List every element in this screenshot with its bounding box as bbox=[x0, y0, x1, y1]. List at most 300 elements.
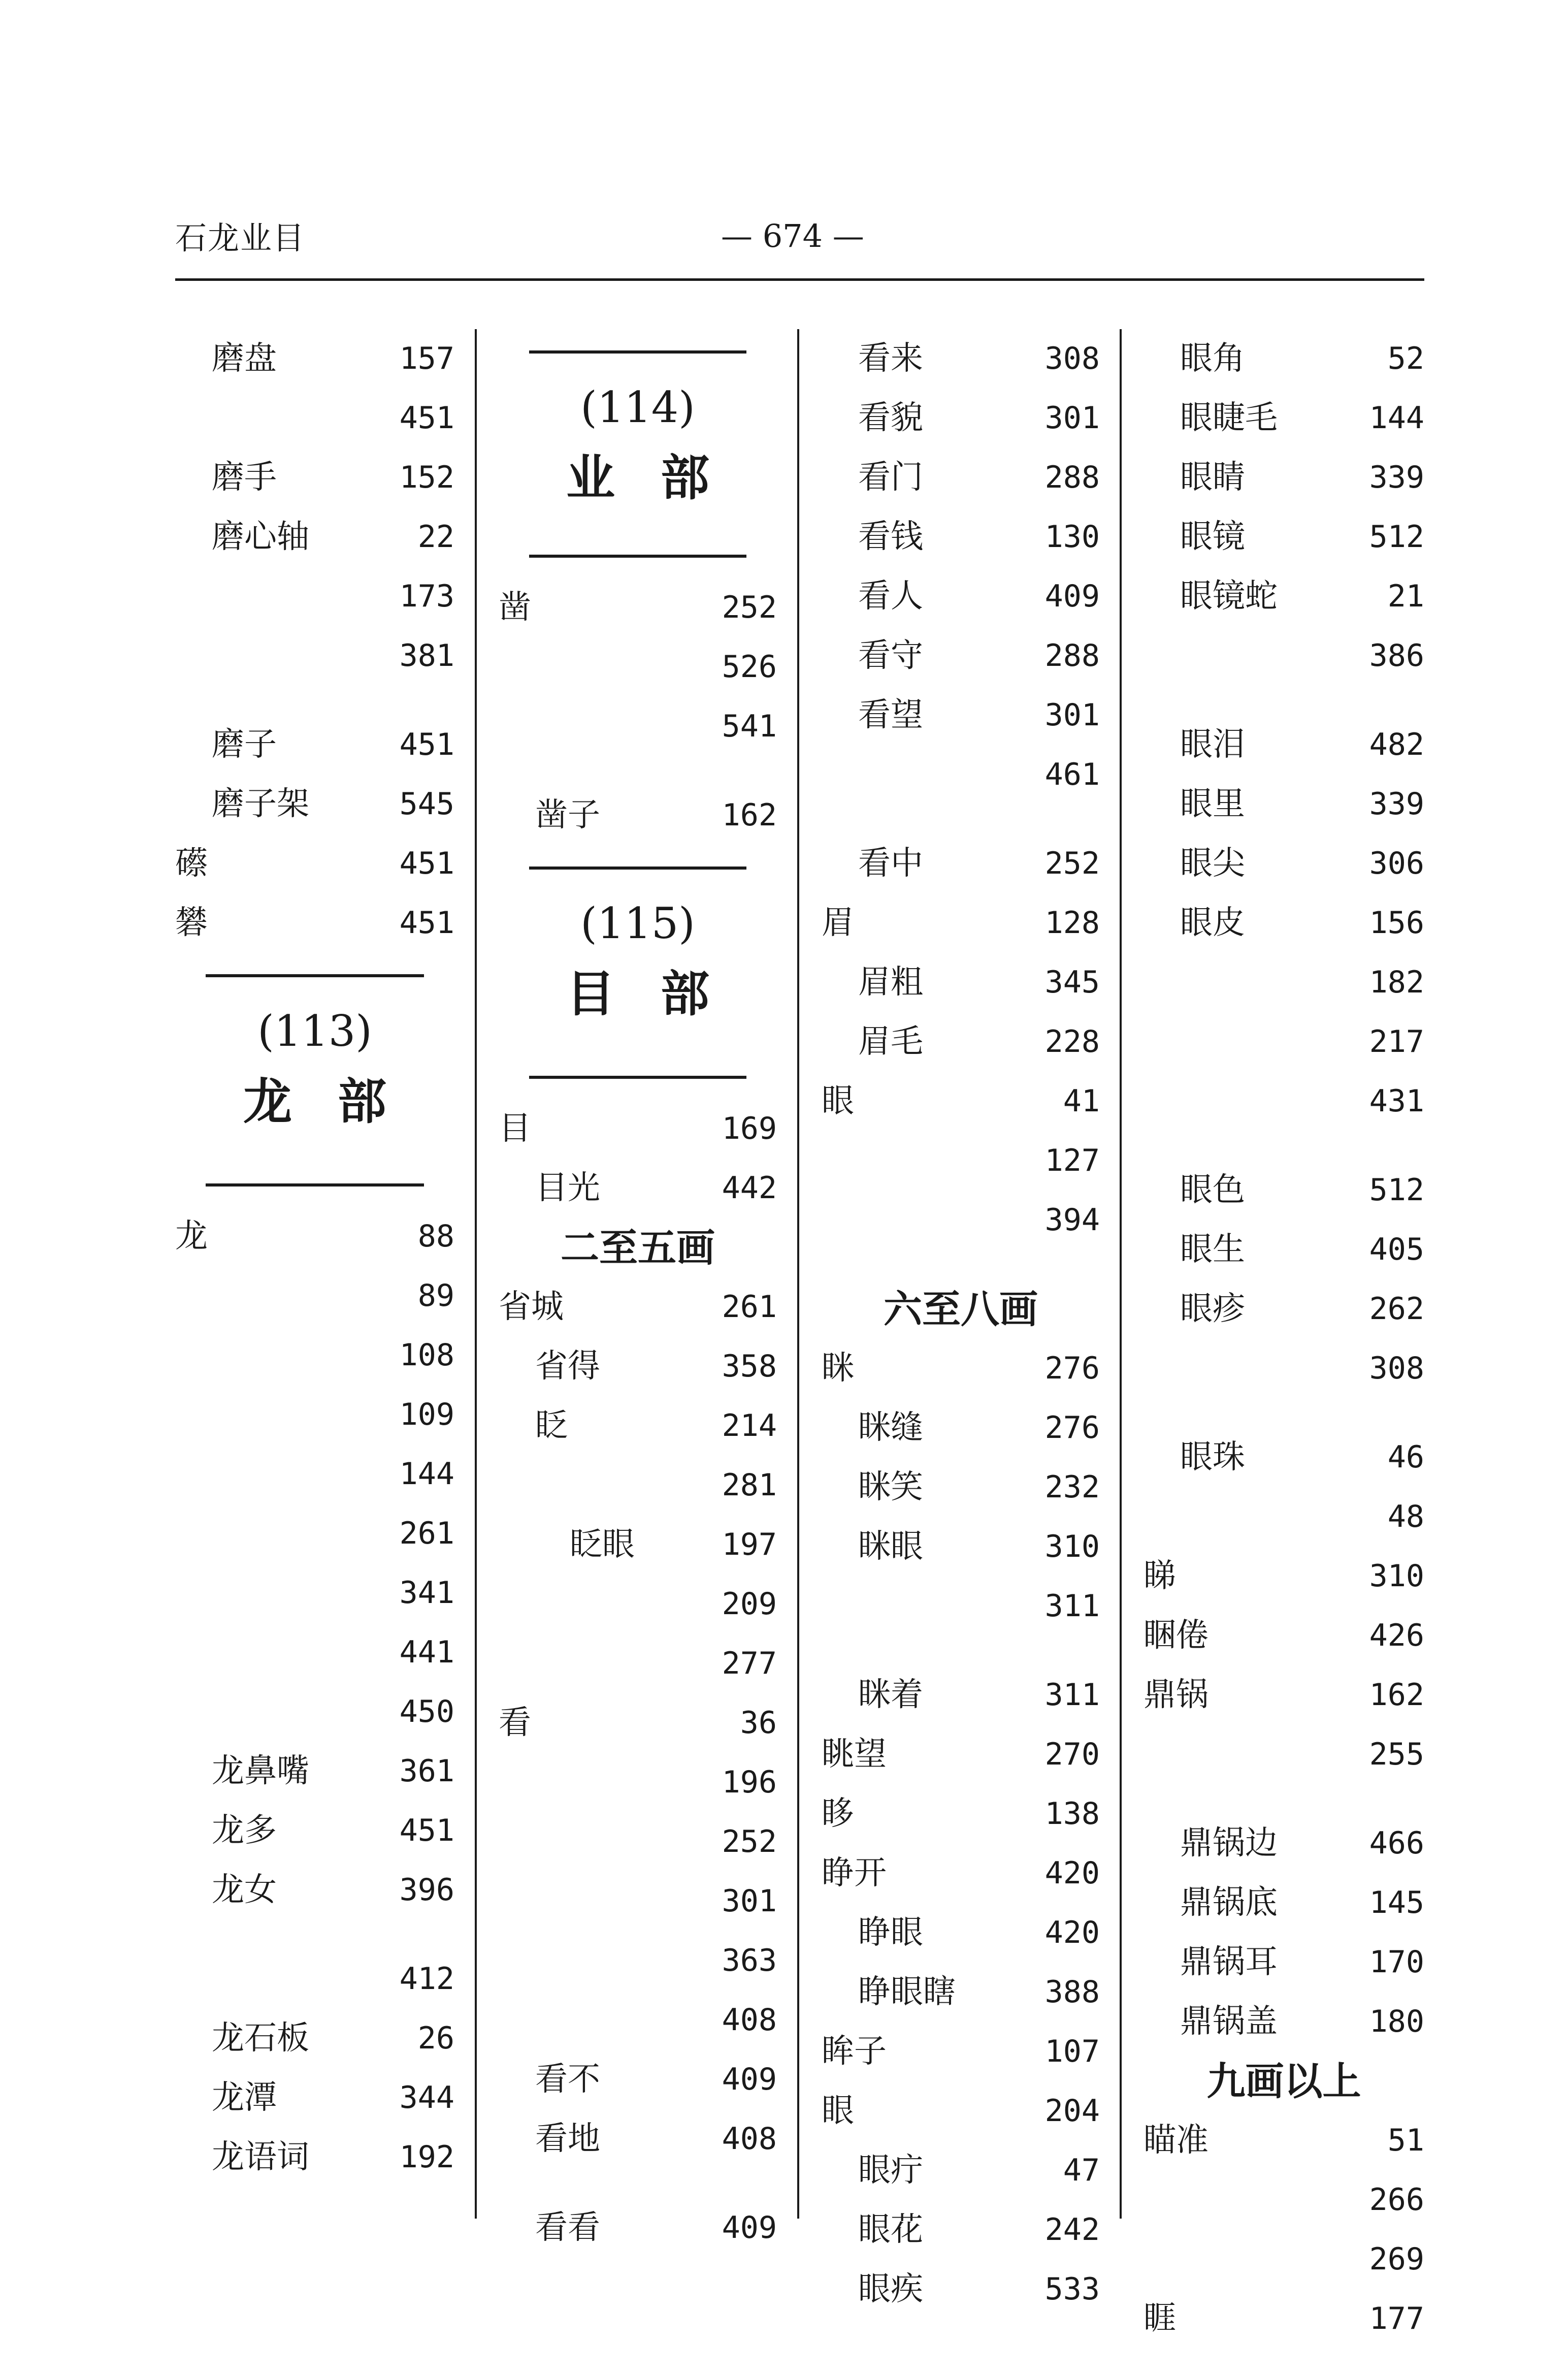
entry-page-number: 386 bbox=[1369, 638, 1424, 674]
entry-word: 看来 bbox=[858, 340, 923, 377]
header-rule bbox=[175, 278, 1424, 281]
entry-spacer bbox=[499, 2169, 777, 2198]
entry-word: 眼生 bbox=[1180, 1231, 1245, 1268]
index-entry bbox=[175, 775, 454, 834]
entry-page-number: 311 bbox=[1044, 1677, 1100, 1713]
entry-page-number: 450 bbox=[399, 1694, 454, 1729]
entry-word: 眼皮 bbox=[1180, 904, 1245, 942]
entry-page-number: 192 bbox=[399, 2139, 454, 2175]
entry-page-number: 88 bbox=[417, 1218, 454, 1254]
entry-word: 睁开 bbox=[822, 1854, 887, 1892]
entry-page-number: 145 bbox=[1369, 1885, 1424, 1920]
index-entry bbox=[1144, 1012, 1424, 1072]
entry-page-number: 310 bbox=[1044, 1529, 1100, 1564]
entry-page-number: 182 bbox=[1369, 965, 1424, 1000]
index-column-2 bbox=[499, 329, 777, 2258]
entry-page-number: 408 bbox=[722, 2002, 777, 2038]
entry-page-number: 21 bbox=[1387, 579, 1424, 614]
entry-word: 眼睫毛 bbox=[1180, 399, 1278, 437]
entry-word: 眼疹 bbox=[1180, 1290, 1245, 1328]
page-number: — 674 — bbox=[721, 217, 864, 254]
index-entry bbox=[1144, 389, 1424, 448]
index-entry bbox=[499, 1337, 777, 1396]
entry-word: 看地 bbox=[535, 2120, 600, 2158]
index-entry bbox=[499, 1634, 777, 1693]
entry-page-number: 526 bbox=[722, 649, 777, 685]
index-entry bbox=[822, 1458, 1100, 1517]
index-entry bbox=[822, 448, 1100, 507]
index-entry bbox=[822, 1725, 1100, 1784]
entry-word: 睁眼 bbox=[858, 1914, 923, 1951]
index-entry bbox=[175, 2009, 454, 2068]
index-entry bbox=[822, 1339, 1100, 1398]
entry-word: 鼎锅耳 bbox=[1180, 1943, 1278, 1981]
index-entry bbox=[822, 1963, 1100, 2022]
index-entry bbox=[1144, 329, 1424, 389]
entry-word: 眨眼 bbox=[570, 1526, 635, 1563]
index-entry bbox=[1144, 715, 1424, 775]
entry-page-number: 262 bbox=[1369, 1291, 1424, 1327]
entry-word: 眼镜 bbox=[1180, 518, 1245, 556]
index-entry bbox=[499, 1931, 777, 1991]
index-entry bbox=[1144, 2289, 1424, 2349]
entry-page-number: 301 bbox=[1044, 697, 1100, 733]
entry-page-number: 177 bbox=[1369, 2301, 1424, 2336]
index-entry bbox=[822, 953, 1100, 1012]
entry-page-number: 209 bbox=[722, 1586, 777, 1622]
index-entry bbox=[822, 2022, 1100, 2081]
entry-word: 龙鼻嘴 bbox=[212, 1752, 309, 1790]
entry-word: 省城 bbox=[499, 1288, 564, 1326]
entry-word: 眼疔 bbox=[858, 2152, 923, 2189]
index-entry bbox=[1144, 1873, 1424, 1933]
index-entry bbox=[499, 1991, 777, 2050]
entry-page-number: 108 bbox=[399, 1337, 454, 1373]
entry-word: 眵 bbox=[822, 1795, 854, 1833]
entry-word: 眼花 bbox=[858, 2211, 923, 2249]
entry-word: 眯笑 bbox=[858, 1468, 923, 1506]
index-entry bbox=[1144, 2170, 1424, 2230]
entry-word: 看守 bbox=[858, 637, 923, 675]
entry-page-number: 308 bbox=[1369, 1351, 1424, 1386]
entry-word: 看不 bbox=[535, 2061, 600, 2098]
entry-word: 看门 bbox=[858, 459, 923, 496]
entry-page-number: 269 bbox=[1369, 2241, 1424, 2277]
entry-page-number: 301 bbox=[722, 1883, 777, 1919]
entry-spacer bbox=[499, 756, 777, 786]
entry-word: 看貌 bbox=[858, 399, 923, 437]
stroke-count-subheading: 六至八画 bbox=[884, 1287, 1038, 1332]
entry-page-number: 344 bbox=[399, 2080, 454, 2115]
entry-word: 眼尖 bbox=[1180, 845, 1245, 882]
entry-page-number: 420 bbox=[1044, 1855, 1100, 1891]
index-entry bbox=[1144, 1279, 1424, 1339]
entry-page-number: 451 bbox=[399, 1813, 454, 1848]
entry-page-number: 89 bbox=[417, 1278, 454, 1313]
entry-word: 眸子 bbox=[822, 2033, 887, 2070]
entry-word: 眼里 bbox=[1180, 785, 1245, 823]
entry-page-number: 228 bbox=[1044, 1024, 1100, 1060]
index-entry bbox=[499, 578, 777, 637]
entry-word: 眉 bbox=[822, 904, 854, 942]
index-entry bbox=[175, 626, 454, 686]
entry-page-number: 252 bbox=[722, 590, 777, 625]
index-entry bbox=[1144, 1072, 1424, 1131]
entry-page-number: 339 bbox=[1369, 786, 1424, 822]
index-entry bbox=[822, 1844, 1100, 1903]
index-entry bbox=[822, 2260, 1100, 2319]
index-entry bbox=[499, 1396, 777, 1456]
index-entry bbox=[1144, 893, 1424, 953]
entry-page-number: 144 bbox=[399, 1456, 454, 1492]
index-entry bbox=[1144, 1428, 1424, 1487]
index-entry bbox=[175, 1504, 454, 1563]
entry-page-number: 214 bbox=[722, 1408, 777, 1444]
entry-word: 睁眼瞎 bbox=[858, 1973, 956, 2011]
entry-word: 磨手 bbox=[212, 459, 277, 496]
section-rule-top bbox=[529, 867, 746, 870]
entry-word: 鼎锅边 bbox=[1180, 1824, 1278, 1862]
section-title: 目部 bbox=[566, 966, 755, 1022]
index-entry bbox=[175, 1385, 454, 1445]
index-entry bbox=[499, 1575, 777, 1634]
entry-spacer bbox=[1144, 686, 1424, 715]
stroke-count-subheading: 九画以上 bbox=[1206, 2059, 1361, 2104]
index-entry bbox=[175, 329, 454, 389]
entry-page-number: 541 bbox=[722, 709, 777, 744]
entry-page-number: 461 bbox=[1044, 757, 1100, 792]
index-entry bbox=[175, 1266, 454, 1326]
index-entry bbox=[822, 329, 1100, 389]
entry-page-number: 381 bbox=[399, 638, 454, 674]
entry-page-number: 388 bbox=[1044, 1974, 1100, 2010]
entry-page-number: 41 bbox=[1063, 1083, 1100, 1119]
entry-word: 看望 bbox=[858, 696, 923, 734]
index-entry bbox=[822, 1131, 1100, 1191]
radical-section-header bbox=[499, 329, 777, 578]
entry-page-number: 394 bbox=[1044, 1202, 1100, 1238]
index-column-4 bbox=[1144, 329, 1424, 2349]
running-header: 石龙业目 bbox=[175, 219, 306, 256]
entry-word: 眼色 bbox=[1180, 1171, 1245, 1209]
entry-page-number: 306 bbox=[1369, 846, 1424, 881]
section-number: (114) bbox=[580, 382, 695, 432]
entry-word: 眯缝 bbox=[858, 1409, 923, 1447]
index-entry bbox=[175, 1207, 454, 1266]
entry-page-number: 451 bbox=[399, 400, 454, 436]
column-divider bbox=[797, 329, 799, 2219]
entry-page-number: 162 bbox=[722, 797, 777, 833]
radical-section-header bbox=[499, 845, 777, 1099]
entry-page-number: 339 bbox=[1369, 460, 1424, 495]
entry-word: 睇 bbox=[1144, 1557, 1176, 1595]
entry-page-number: 261 bbox=[722, 1289, 777, 1325]
entry-word: 瞄准 bbox=[1144, 2122, 1208, 2159]
index-entry bbox=[822, 1517, 1100, 1577]
entry-page-number: 144 bbox=[1369, 400, 1424, 436]
entry-word: 眼角 bbox=[1180, 340, 1245, 377]
entry-page-number: 197 bbox=[722, 1527, 777, 1562]
section-rule-top bbox=[529, 350, 746, 354]
entry-page-number: 36 bbox=[740, 1705, 777, 1741]
entry-page-number: 252 bbox=[1044, 846, 1100, 881]
entry-page-number: 261 bbox=[399, 1516, 454, 1551]
entry-word: 睚 bbox=[1144, 2300, 1176, 2337]
entry-spacer bbox=[1144, 1398, 1424, 1428]
entry-page-number: 232 bbox=[1044, 1469, 1100, 1505]
entry-page-number: 441 bbox=[399, 1634, 454, 1670]
index-entry bbox=[175, 1445, 454, 1504]
entry-word: 磨子架 bbox=[212, 785, 309, 823]
section-title: 龙部 bbox=[243, 1073, 432, 1130]
section-rule-top bbox=[206, 974, 424, 977]
index-entry bbox=[1144, 1606, 1424, 1665]
index-entry bbox=[175, 715, 454, 775]
index-entry bbox=[1144, 567, 1424, 626]
entry-page-number: 26 bbox=[417, 2021, 454, 2056]
entry-page-number: 311 bbox=[1044, 1588, 1100, 1624]
index-entry bbox=[822, 1784, 1100, 1844]
index-entry bbox=[175, 1861, 454, 1920]
index-entry bbox=[175, 1801, 454, 1861]
entry-page-number: 451 bbox=[399, 905, 454, 941]
entry-page-number: 109 bbox=[399, 1397, 454, 1432]
entry-page-number: 301 bbox=[1044, 400, 1100, 436]
index-entry bbox=[175, 389, 454, 448]
entry-page-number: 277 bbox=[722, 1646, 777, 1681]
entry-word: 看钱 bbox=[858, 518, 923, 556]
entry-page-number: 409 bbox=[722, 2210, 777, 2246]
entry-page-number: 409 bbox=[1044, 579, 1100, 614]
index-entry bbox=[822, 745, 1100, 805]
index-entry bbox=[822, 893, 1100, 953]
entry-page-number: 162 bbox=[1369, 1677, 1424, 1713]
index-entry bbox=[175, 567, 454, 626]
index-entry bbox=[175, 1742, 454, 1801]
entry-page-number: 451 bbox=[399, 727, 454, 762]
entry-word: 眼镜蛇 bbox=[1180, 578, 1278, 615]
entry-page-number: 466 bbox=[1369, 1825, 1424, 1861]
entry-page-number: 405 bbox=[1369, 1232, 1424, 1267]
entry-page-number: 533 bbox=[1044, 2271, 1100, 2307]
entry-word: 磨子 bbox=[212, 726, 277, 763]
index-entry bbox=[822, 626, 1100, 686]
entry-word: 眼泪 bbox=[1180, 726, 1245, 763]
index-entry bbox=[499, 1099, 777, 1159]
entry-word: 龙 bbox=[175, 1217, 208, 1255]
index-entry bbox=[499, 1812, 777, 1872]
index-entry bbox=[499, 1753, 777, 1812]
index-entry bbox=[1144, 1814, 1424, 1873]
entry-page-number: 361 bbox=[399, 1753, 454, 1789]
entry-spacer bbox=[822, 1250, 1100, 1279]
entry-page-number: 276 bbox=[1044, 1351, 1100, 1386]
index-entry bbox=[1144, 775, 1424, 834]
index-entry bbox=[499, 1277, 777, 1337]
entry-page-number: 442 bbox=[722, 1170, 777, 1206]
entry-word: 眼疾 bbox=[858, 2270, 923, 2308]
entry-page-number: 51 bbox=[1387, 2123, 1424, 2158]
index-entry bbox=[822, 2081, 1100, 2141]
entry-page-number: 156 bbox=[1369, 905, 1424, 941]
entry-page-number: 512 bbox=[1369, 519, 1424, 555]
section-number: (113) bbox=[257, 1006, 372, 1056]
entry-page-number: 341 bbox=[399, 1575, 454, 1611]
entry-page-number: 512 bbox=[1369, 1172, 1424, 1208]
section-rule-bottom bbox=[529, 555, 746, 558]
index-entry bbox=[499, 1693, 777, 1753]
index-entry bbox=[499, 1872, 777, 1931]
entry-word: 龙潭 bbox=[212, 2079, 277, 2117]
entry-page-number: 52 bbox=[1387, 341, 1424, 376]
entry-word: 磨心轴 bbox=[212, 518, 309, 556]
index-entry bbox=[1144, 953, 1424, 1012]
index-entry bbox=[1144, 448, 1424, 507]
index-entry bbox=[822, 2141, 1100, 2200]
index-entry bbox=[175, 893, 454, 953]
entry-word: 睏倦 bbox=[1144, 1617, 1208, 1654]
entry-page-number: 180 bbox=[1369, 2004, 1424, 2039]
index-entry bbox=[822, 1398, 1100, 1458]
index-entry bbox=[1144, 1665, 1424, 1725]
index-entry bbox=[499, 697, 777, 756]
index-entry bbox=[175, 1949, 454, 2009]
entry-word: 目光 bbox=[535, 1169, 600, 1207]
entry-word: 龙女 bbox=[212, 1871, 277, 1909]
index-entry bbox=[822, 1072, 1100, 1131]
entry-word: 眯着 bbox=[858, 1676, 923, 1714]
index-entry bbox=[1144, 1487, 1424, 1547]
column-divider bbox=[475, 329, 477, 2219]
entry-word: 凿 bbox=[499, 589, 531, 626]
index-entry bbox=[499, 2198, 777, 2258]
entry-word: 礤 bbox=[175, 845, 208, 882]
entry-page-number: 173 bbox=[399, 579, 454, 614]
index-entry bbox=[1144, 1339, 1424, 1398]
entry-word: 龙语词 bbox=[212, 2138, 309, 2176]
entry-spacer bbox=[1144, 1131, 1424, 1161]
entry-page-number: 396 bbox=[399, 1872, 454, 1908]
entry-page-number: 48 bbox=[1387, 1499, 1424, 1534]
section-rule-bottom bbox=[529, 1076, 746, 1079]
index-entry bbox=[822, 1577, 1100, 1636]
entry-page-number: 266 bbox=[1369, 2182, 1424, 2218]
entry-word: 眼珠 bbox=[1180, 1438, 1245, 1476]
entry-page-number: 255 bbox=[1369, 1737, 1424, 1772]
entry-page-number: 157 bbox=[399, 341, 454, 376]
entry-page-number: 420 bbox=[1044, 1915, 1100, 1950]
entry-page-number: 138 bbox=[1044, 1796, 1100, 1832]
entry-spacer bbox=[175, 686, 454, 715]
entry-page-number: 345 bbox=[1044, 965, 1100, 1000]
index-entry bbox=[175, 1563, 454, 1623]
entry-spacer bbox=[175, 1920, 454, 1949]
entry-word: 鼎锅盖 bbox=[1180, 2003, 1278, 2040]
index-entry bbox=[1144, 2111, 1424, 2170]
entry-page-number: 46 bbox=[1387, 1439, 1424, 1475]
index-column-1 bbox=[175, 329, 454, 2187]
entry-word: 龙多 bbox=[212, 1812, 277, 1849]
entry-word: 眼睛 bbox=[1180, 459, 1245, 496]
entry-word: 眉粗 bbox=[858, 964, 923, 1001]
entry-page-number: 107 bbox=[1044, 2034, 1100, 2069]
index-entry bbox=[1144, 1547, 1424, 1606]
index-entry bbox=[499, 1159, 777, 1218]
entry-page-number: 308 bbox=[1044, 341, 1100, 376]
entry-page-number: 47 bbox=[1063, 2153, 1100, 2188]
entry-page-number: 22 bbox=[417, 519, 454, 555]
entry-word: 眨 bbox=[535, 1407, 568, 1445]
index-entry bbox=[499, 786, 777, 845]
radical-section-header bbox=[175, 953, 454, 1207]
entry-page-number: 545 bbox=[399, 786, 454, 822]
entry-word: 眯眼 bbox=[858, 1528, 923, 1565]
index-entry bbox=[1144, 626, 1424, 686]
index-entry bbox=[822, 507, 1100, 567]
index-entry bbox=[1144, 507, 1424, 567]
entry-page-number: 204 bbox=[1044, 2093, 1100, 2129]
entry-word: 磨盘 bbox=[212, 340, 277, 377]
index-entry bbox=[175, 1623, 454, 1682]
entry-page-number: 169 bbox=[722, 1111, 777, 1146]
index-entry bbox=[822, 2200, 1100, 2260]
index-entry bbox=[1144, 1161, 1424, 1220]
entry-page-number: 130 bbox=[1044, 519, 1100, 555]
index-entry bbox=[822, 834, 1100, 893]
index-entry bbox=[175, 834, 454, 893]
index-column-3 bbox=[822, 329, 1100, 2319]
entry-word: 看中 bbox=[858, 845, 923, 882]
index-entry bbox=[822, 1012, 1100, 1072]
index-entry bbox=[822, 1903, 1100, 1963]
entry-word: 凿子 bbox=[535, 796, 600, 834]
index-entry bbox=[822, 389, 1100, 448]
index-entry bbox=[499, 1515, 777, 1575]
index-entry bbox=[1144, 1992, 1424, 2051]
entry-page-number: 276 bbox=[1044, 1410, 1100, 1446]
entry-page-number: 252 bbox=[722, 1824, 777, 1859]
entry-page-number: 412 bbox=[399, 1961, 454, 1997]
entry-word: 目 bbox=[499, 1110, 531, 1147]
entry-page-number: 409 bbox=[722, 2062, 777, 2097]
column-divider bbox=[1120, 329, 1122, 2219]
entry-page-number: 170 bbox=[1369, 1944, 1424, 1980]
entry-page-number: 451 bbox=[399, 846, 454, 881]
entry-spacer bbox=[822, 805, 1100, 834]
index-entry bbox=[175, 2068, 454, 2128]
section-title: 业部 bbox=[566, 450, 755, 506]
index-entry bbox=[1144, 2230, 1424, 2289]
entry-page-number: 196 bbox=[722, 1765, 777, 1800]
index-entry bbox=[1144, 834, 1424, 893]
entry-page-number: 217 bbox=[1369, 1024, 1424, 1060]
entry-page-number: 270 bbox=[1044, 1737, 1100, 1772]
entry-word: 鼎锅底 bbox=[1180, 1884, 1278, 1921]
entry-page-number: 310 bbox=[1369, 1558, 1424, 1594]
entry-page-number: 128 bbox=[1044, 905, 1100, 941]
entry-spacer bbox=[1144, 1784, 1424, 1814]
index-entry bbox=[1144, 1933, 1424, 1992]
entry-word: 眺望 bbox=[822, 1736, 887, 1773]
entry-word: 看看 bbox=[535, 2209, 600, 2247]
entry-word: 看 bbox=[499, 1704, 531, 1742]
entry-word: 眼 bbox=[822, 2092, 854, 2130]
entry-word: 看人 bbox=[858, 578, 923, 615]
index-entry bbox=[499, 2109, 777, 2169]
entry-page-number: 288 bbox=[1044, 638, 1100, 674]
index-entry bbox=[175, 2128, 454, 2187]
section-rule-bottom bbox=[206, 1183, 424, 1186]
